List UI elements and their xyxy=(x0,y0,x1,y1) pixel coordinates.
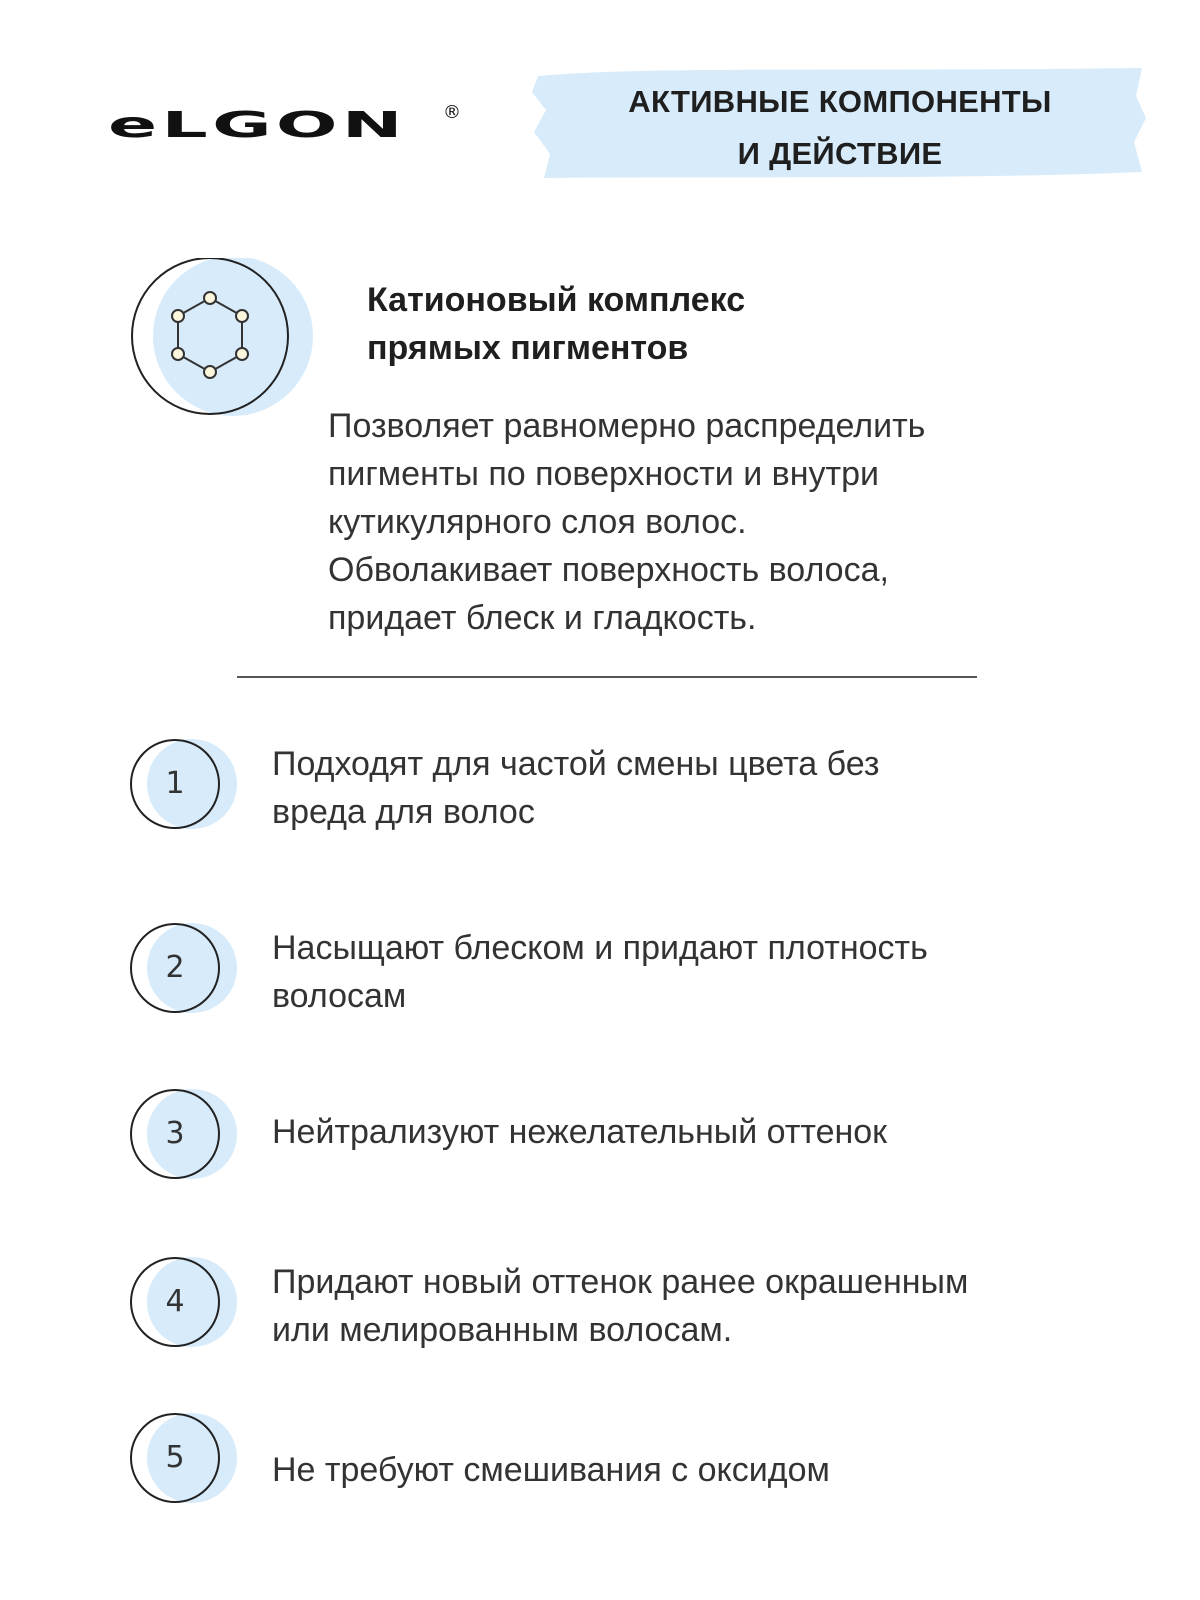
benefit-text-line: Придают новый оттенок ранее окрашенным xyxy=(272,1263,969,1301)
number-label: 5 xyxy=(165,1440,185,1475)
feature-title xyxy=(367,276,1067,372)
feature-description-line: Позволяет равномерно распределить xyxy=(328,407,926,445)
number-label: 3 xyxy=(165,1116,185,1151)
feature-title-line2: прямых пигментов xyxy=(367,329,689,367)
benefit-text-line: вреда для волос xyxy=(272,793,535,831)
feature-description-line: придает блеск и гладкость. xyxy=(328,599,757,637)
hexagon-molecule-icon xyxy=(130,258,320,428)
number-badge xyxy=(130,920,240,1020)
benefit-text-line: или мелированным волосам. xyxy=(272,1311,733,1349)
number-label: 4 xyxy=(165,1284,185,1319)
header-title-line2: И ДЕЙСТВИЕ xyxy=(737,136,943,171)
header-title xyxy=(530,76,1150,180)
feature-description-line: кутикулярного слоя волос. xyxy=(328,503,747,541)
benefit-text-line: Насыщают блеском и придают плотность xyxy=(272,929,928,967)
registered-mark: ® xyxy=(443,102,461,123)
feature-description-line: пигменты по поверхности и внутри xyxy=(328,455,879,493)
number-badge xyxy=(130,1254,240,1354)
brand-logo xyxy=(108,100,461,150)
benefit-text-line: Подходят для частой смены цвета без xyxy=(272,745,880,783)
benefit-text-line: Не требуют смешивания с оксидом xyxy=(272,1451,830,1489)
benefit-text-line: волосам xyxy=(272,977,407,1015)
feature-title-line1: Катионовый комплекс xyxy=(367,281,746,319)
feature-description xyxy=(328,402,1148,642)
benefit-text-line: Нейтрализуют нежелательный оттенок xyxy=(272,1113,888,1151)
number-label: 2 xyxy=(165,950,185,985)
number-badge xyxy=(130,736,240,836)
header-title-line1: АКТИВНЫЕ КОМПОНЕНТЫ xyxy=(628,84,1052,119)
number-badge xyxy=(130,1086,240,1186)
benefit-text xyxy=(272,924,1172,1020)
benefit-text xyxy=(272,1258,1172,1354)
number-label: 1 xyxy=(165,766,185,801)
header-banner xyxy=(530,62,1150,182)
benefit-text xyxy=(272,1446,1172,1494)
logo-wordmark: eLGON xyxy=(108,104,407,146)
benefit-text xyxy=(272,740,1172,836)
section-divider xyxy=(237,676,977,678)
benefit-text xyxy=(272,1108,1172,1156)
number-badge xyxy=(130,1410,240,1510)
feature-description-line: Обволакивает поверхность волоса, xyxy=(328,551,889,589)
